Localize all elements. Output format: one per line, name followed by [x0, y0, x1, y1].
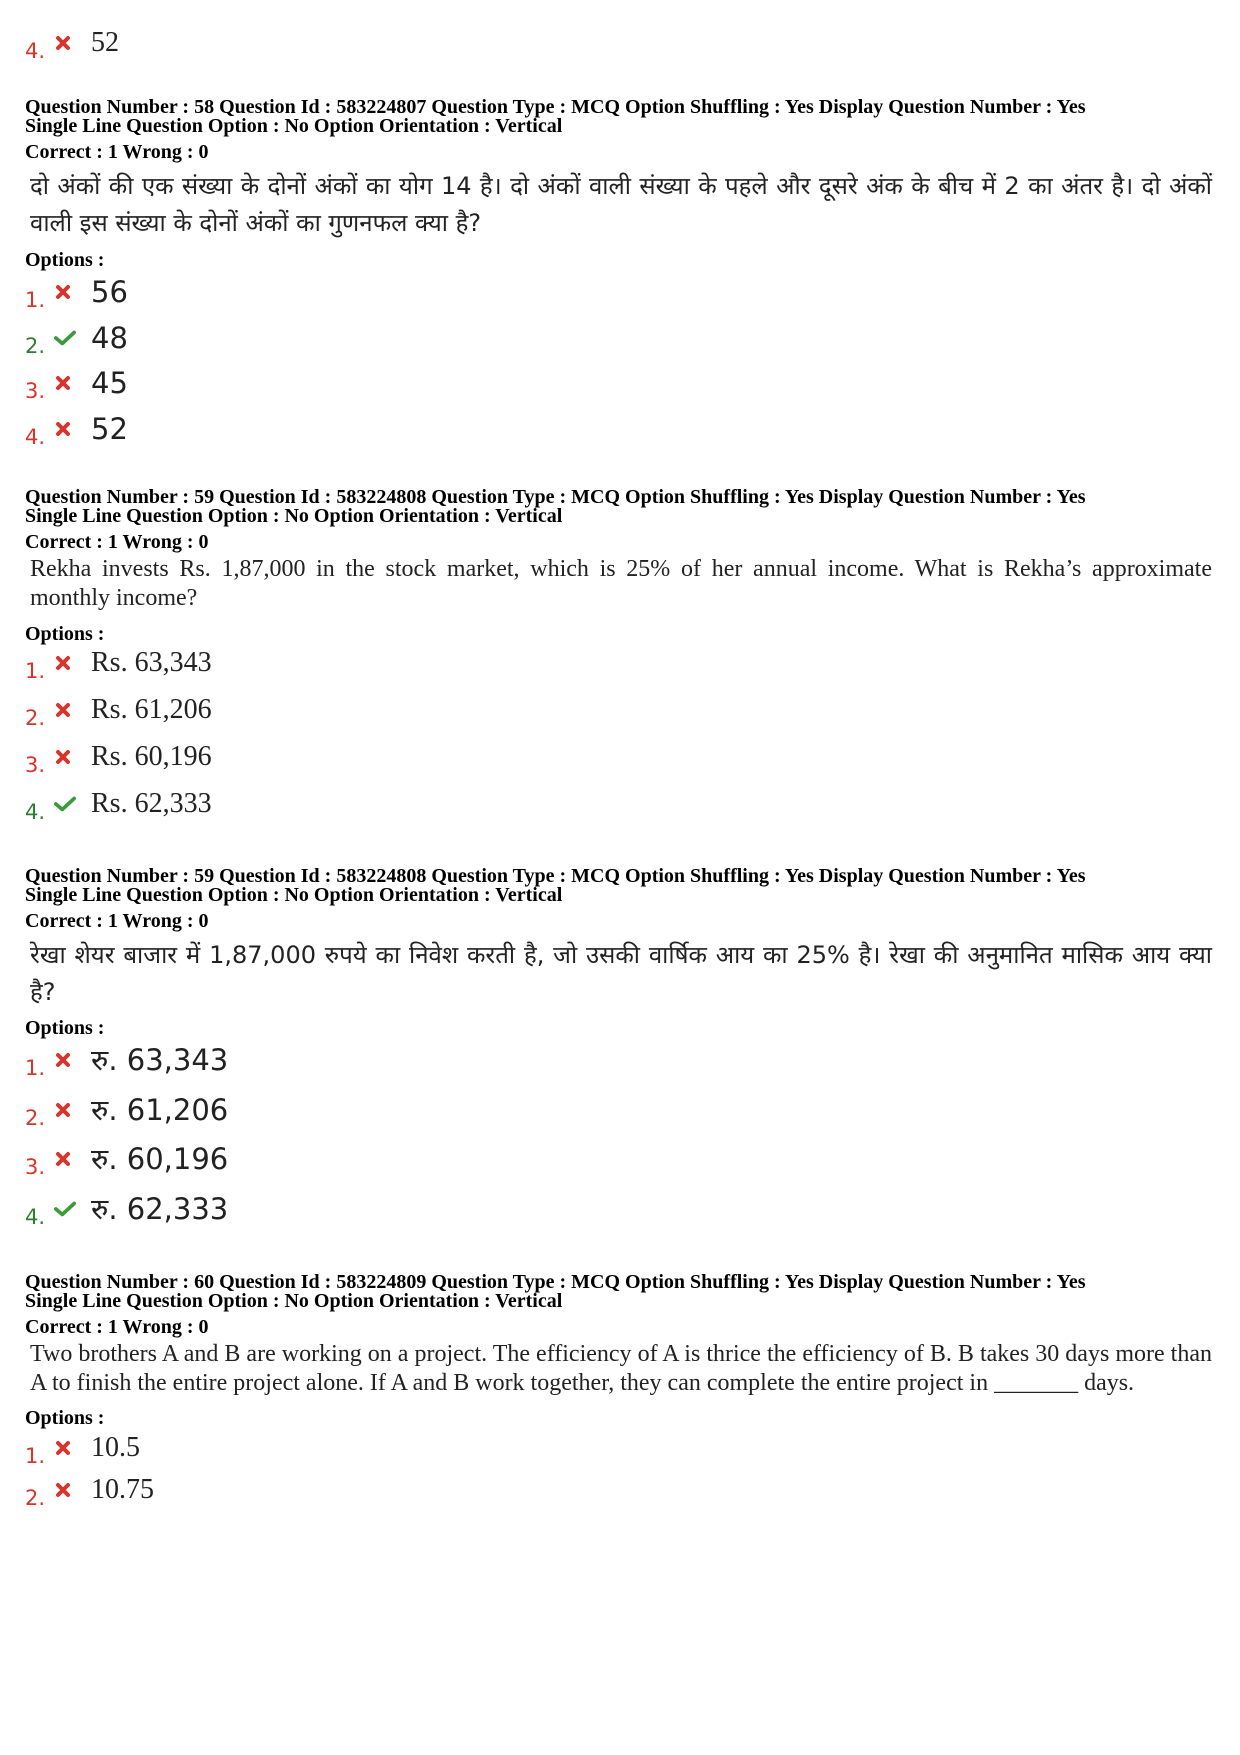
question-meta: Question Number : 60 Question Id : 583224809 Question Type : MCQ Option Shuffling : Yes Display Question Number : Yes [25, 1271, 1086, 1293]
option-number: 1. [25, 1056, 46, 1080]
question-text: Rekha invests Rs. 1,87,000 in the stock market, which is 25% of her annual income. What is Rekha’s approximate monthly income? [30, 556, 1212, 611]
option-number: 3. [25, 753, 46, 777]
wrong-mark-icon [54, 1101, 72, 1119]
option-text: Rs. 60,196 [91, 741, 212, 772]
correct-wrong-marks: Correct : 1 Wrong : 0 [25, 531, 209, 553]
correct-mark-icon [54, 795, 76, 813]
option-text: 56 [91, 275, 128, 309]
question-meta: Question Number : 59 Question Id : 583224808 Question Type : MCQ Option Shuffling : Yes Display Question Number : Yes [25, 486, 1086, 508]
option-text: 52 [91, 27, 119, 58]
wrong-mark-icon [54, 748, 72, 766]
option-text: 52 [91, 412, 128, 446]
option-text: Rs. 63,343 [91, 647, 212, 678]
question-meta-options: Single Line Question Option : No Option Orientation : Vertical [25, 1290, 563, 1312]
question-meta-options: Single Line Question Option : No Option Orientation : Vertical [25, 884, 563, 906]
option-number: 3. [25, 1155, 46, 1179]
option-number: 2. [25, 1486, 46, 1510]
option-text: रु. 63,343 [91, 1043, 229, 1077]
wrong-mark-icon [54, 283, 72, 301]
option-number: 2. [25, 334, 46, 358]
option-number: 1. [25, 288, 46, 312]
question-meta: Question Number : 59 Question Id : 583224808 Question Type : MCQ Option Shuffling : Yes Display Question Number : Yes [25, 865, 1086, 887]
wrong-mark-icon [54, 1051, 72, 1069]
question-meta-options: Single Line Question Option : No Option Orientation : Vertical [25, 505, 563, 527]
option-number: 4. [25, 800, 46, 824]
option-number: 1. [25, 659, 46, 683]
option-number: 1. [25, 1444, 46, 1468]
option-number: 4. [25, 425, 46, 449]
option-number: 2. [25, 706, 46, 730]
question-meta: Question Number : 58 Question Id : 583224807 Question Type : MCQ Option Shuffling : Yes Display Question Number : Yes [25, 96, 1086, 118]
correct-wrong-marks: Correct : 1 Wrong : 0 [25, 1316, 209, 1338]
question-meta-options: Single Line Question Option : No Option Orientation : Vertical [25, 115, 563, 137]
correct-mark-icon [54, 329, 76, 347]
correct-mark-icon [54, 1200, 76, 1218]
option-text: Rs. 62,333 [91, 788, 212, 819]
wrong-mark-icon [54, 1481, 72, 1499]
option-text: रु. 61,206 [91, 1093, 229, 1127]
option-text: 10.5 [91, 1432, 140, 1463]
question-text: Two brothers A and B are working on a project. The efficiency of A is thrice the efficiency of B. B takes 30 days more than A to finish the entire project alone. If A and B work together, they can complete the entire project in _______ days. [30, 1341, 1212, 1396]
wrong-mark-icon [54, 1150, 72, 1168]
option-text: Rs. 61,206 [91, 694, 212, 725]
wrong-mark-icon [54, 34, 72, 52]
question-text: दो अंकों की एक संख्या के दोनों अंकों का योग 14 है। दो अंकों वाली संख्या के पहले और दूसरे अंक के बीच में 2 का अंतर है। दो अंकों वाली इस संख्या के दोनों अंकों का गुणनफल क्या है? [30, 172, 1212, 237]
option-text: रु. 60,196 [91, 1142, 229, 1176]
option-number: 2. [25, 1106, 46, 1130]
option-number: 3. [25, 379, 46, 403]
correct-wrong-marks: Correct : 1 Wrong : 0 [25, 910, 209, 932]
options-label: Options : [25, 1407, 105, 1429]
options-label: Options : [25, 1017, 105, 1039]
option-text: 48 [91, 321, 128, 355]
wrong-mark-icon [54, 654, 72, 672]
wrong-mark-icon [54, 701, 72, 719]
options-label: Options : [25, 623, 105, 645]
wrong-mark-icon [54, 420, 72, 438]
question-text: रेखा शेयर बाजार में 1,87,000 रुपये का निवेश करती है, जो उसकी वार्षिक आय का 25% है। रेखा की अनुमानित मासिक आय क्या है? [30, 941, 1212, 1006]
option-text: 45 [91, 366, 128, 400]
options-label: Options : [25, 249, 105, 271]
option-text: 10.75 [91, 1474, 154, 1505]
correct-wrong-marks: Correct : 1 Wrong : 0 [25, 141, 209, 163]
option-number: 4. [25, 1205, 46, 1229]
option-text: रु. 62,333 [91, 1192, 229, 1226]
wrong-mark-icon [54, 374, 72, 392]
wrong-mark-icon [54, 1439, 72, 1457]
option-number: 4. [25, 39, 46, 63]
